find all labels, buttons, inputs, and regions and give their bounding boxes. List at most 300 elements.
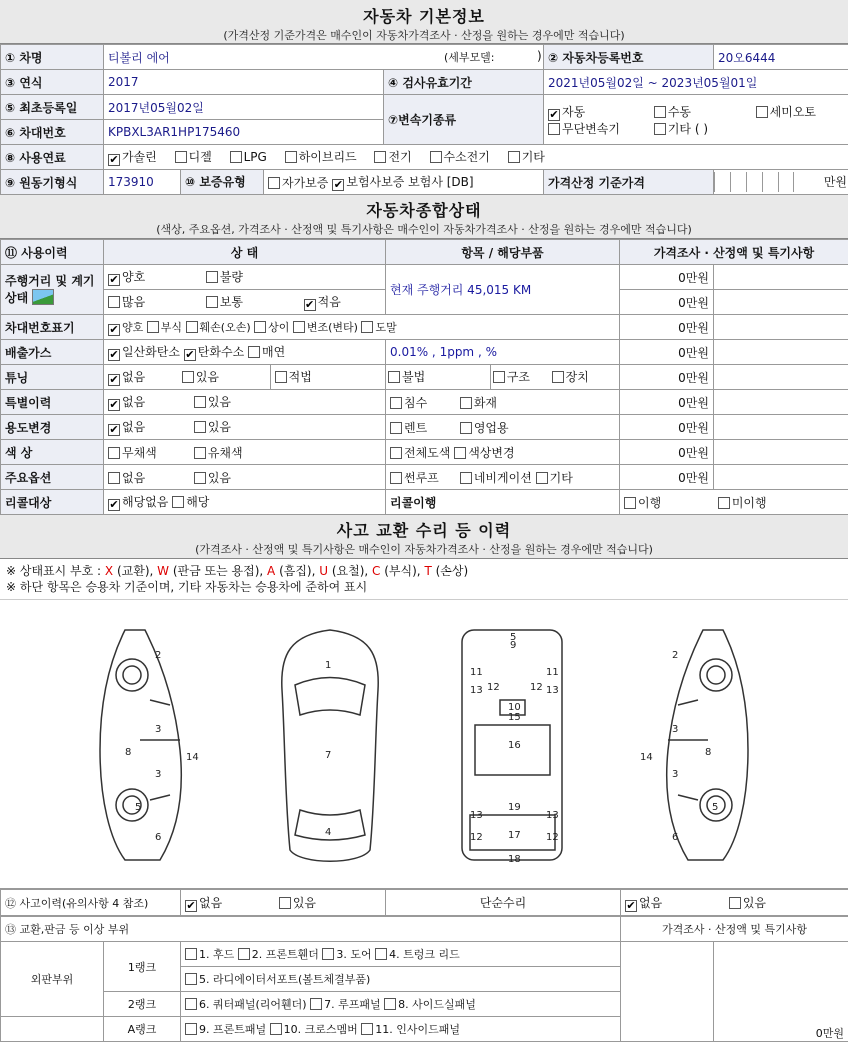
year: 2017	[104, 70, 384, 95]
tuning-options-2	[386, 365, 620, 390]
color-change-checkbox[interactable]	[454, 447, 466, 459]
diagram-part-number: 13	[470, 810, 483, 821]
rank2-label: 2랭크	[104, 992, 181, 1017]
warranty-label: ⑩ 보증유형	[180, 170, 264, 194]
accident-subtitle: (가격조사 · 산정액 및 특기사항은 매수인이 자동차가격조사 · 산정을 원하는 경우에만 적습니다)	[0, 541, 848, 557]
recall-none-label: 해당없음	[122, 495, 168, 509]
inspect-label: ④ 검사유효기간	[384, 70, 544, 95]
diagram-part-number: 7	[325, 750, 331, 761]
accident-header	[0, 515, 848, 559]
diagram-part-number: 16	[508, 740, 521, 751]
inspect-period: 2021년05월02일 ~ 2023년05월01일	[544, 70, 848, 95]
plate-damage-label: 훼손(오손)	[200, 321, 251, 334]
plate-mismatch-label: 상이	[268, 321, 289, 334]
plate-good-checkbox[interactable]: ✔	[108, 324, 120, 336]
option-sunroof-checkbox[interactable]	[390, 472, 402, 484]
tuning-note[interactable]	[714, 365, 848, 390]
mileage-state-cell	[104, 265, 386, 290]
year-label: ③ 연식	[1, 70, 104, 95]
mileage-text: 현재 주행거리 45,015 KM	[386, 265, 620, 315]
option-sunroof-label: 썬루프	[404, 471, 439, 485]
part-radiator-checkbox[interactable]	[185, 973, 197, 985]
car-name-cell	[104, 45, 544, 70]
legend-desc: (판금 또는 용접),	[169, 564, 267, 578]
part-quarter-label: 6. 쿼터패널(리어휀더)	[199, 998, 307, 1011]
usage-business-checkbox[interactable]	[460, 422, 472, 434]
usage-label: 용도변경	[1, 415, 104, 440]
color-achromatic-label: 무채색	[122, 446, 157, 460]
price-digit-box[interactable]	[730, 172, 746, 192]
plate-options	[104, 315, 620, 340]
diagram-part-number: 2	[672, 650, 678, 661]
price-digit-box[interactable]	[714, 172, 730, 192]
special-none-label: 없음	[122, 395, 145, 409]
tuning-structure-label: 구조	[507, 370, 530, 384]
part-frontpanel-checkbox[interactable]	[185, 1023, 197, 1035]
mileage-bad-checkbox[interactable]	[206, 271, 218, 283]
part-radiator-label: 5. 라디에이터서포트(볼트체결부품)	[199, 973, 370, 986]
part-quarter-checkbox[interactable]	[185, 998, 197, 1010]
part-hood-checkbox[interactable]	[185, 948, 197, 960]
diagram-part-number: 19	[508, 802, 521, 813]
diagram-part-number: 9	[510, 640, 516, 651]
option-yes-label: 있음	[208, 471, 231, 485]
engine-warranty-cell	[104, 170, 544, 195]
option-yes-checkbox[interactable]	[194, 472, 206, 484]
diagram-part-number: 3	[155, 724, 161, 735]
mileage-label-text: 주행거리 및 계기상태	[5, 274, 95, 305]
recall-label: 리콜대상	[1, 490, 104, 515]
emission-smoke-checkbox[interactable]	[248, 346, 260, 358]
emission-co-checkbox[interactable]: ✔	[108, 349, 120, 361]
sub-model-close: )	[537, 49, 542, 63]
recall-status-options	[620, 490, 848, 515]
color-price: 0만원	[620, 440, 714, 465]
diagram-part-number: 5	[510, 632, 516, 643]
legend-codes	[6, 563, 842, 579]
emission-note[interactable]	[714, 340, 848, 365]
color-achromatic-checkbox[interactable]	[108, 447, 120, 459]
legend-code-X: X	[105, 564, 113, 578]
plate-altered-label: 변조(변타)	[307, 321, 358, 334]
accident-none-label: 없음	[199, 896, 222, 910]
reg-no-label: ② 자동차등록번호	[544, 45, 714, 70]
diagram-part-number: 12	[487, 682, 500, 693]
color-chromatic-checkbox[interactable]	[194, 447, 206, 459]
rank1-label: 1랭크	[104, 942, 181, 992]
plate-rust-checkbox[interactable]	[147, 321, 159, 333]
legend-code-A: A	[267, 564, 275, 578]
tuning-yes-label: 있음	[196, 370, 219, 384]
emission-label: 배출가스	[1, 340, 104, 365]
usage-price: 0만원	[620, 415, 714, 440]
rankA-label: A랭크	[104, 1017, 181, 1042]
diagram-part-number: 14	[186, 752, 199, 763]
part-door-checkbox[interactable]	[322, 948, 334, 960]
color-options	[104, 440, 386, 465]
status-header	[0, 195, 848, 239]
diagram-part-number: 2	[155, 650, 161, 661]
diagram-part-number: 4	[325, 827, 331, 838]
trans-options	[544, 95, 848, 145]
special-options	[104, 390, 386, 415]
usage-options	[104, 415, 386, 440]
diagram-part-number: 5	[135, 802, 141, 813]
mileage-amount-cell	[104, 290, 386, 315]
legend-code-C: C	[372, 564, 380, 578]
recall-options	[104, 490, 386, 515]
special-flood-label: 침수	[404, 396, 427, 410]
trans-semi-label: 세미오토	[770, 105, 816, 119]
price-digit-box[interactable]	[778, 172, 794, 192]
col-state: 상 태	[104, 240, 386, 265]
rank1-options	[181, 942, 621, 967]
option-navi-checkbox[interactable]	[460, 472, 472, 484]
plate-altered-checkbox[interactable]	[293, 321, 305, 333]
usage-business-label: 영업용	[474, 421, 509, 435]
basic-info-title: 자동차 기본정보	[0, 4, 848, 27]
mileage-low-label: 적음	[318, 295, 341, 309]
part-fender-checkbox[interactable]	[238, 948, 250, 960]
part-hood-label: 1. 후드	[199, 948, 234, 961]
price-basis-cell	[714, 170, 848, 195]
warranty-insurance-label: 보험사보증 보험사 [DB]	[346, 175, 473, 189]
fuel-lpg-label: LPG	[244, 150, 267, 164]
diagram-part-number: 3	[155, 769, 161, 780]
tuning-legal-label: 적법	[289, 370, 312, 384]
simple-yes-label: 있음	[743, 896, 766, 910]
col-price-notes: 가격조사 · 산정액 및 특기사항	[620, 240, 848, 265]
diagram-part-number: 1	[325, 660, 331, 671]
fuel-gasoline-label: 가솔린	[122, 150, 157, 164]
price-basis-label: 가격산정 기준가격	[544, 170, 714, 195]
option-other-checkbox[interactable]	[536, 472, 548, 484]
fuel-gasoline-checkbox[interactable]: ✔	[108, 154, 120, 166]
diagram-part-number: 12	[470, 832, 483, 843]
option-navi-label: 네비게이션	[474, 471, 532, 485]
mileage-low-checkbox[interactable]: ✔	[304, 299, 316, 311]
recall-done-label: 이행	[638, 496, 661, 510]
simple-yes-checkbox[interactable]	[729, 897, 741, 909]
accident-none-checkbox[interactable]: ✔	[185, 900, 197, 912]
diagram-part-number: 10	[508, 702, 521, 713]
fuel-diesel-label: 디젤	[189, 150, 212, 164]
plate-price: 0만원	[620, 315, 714, 340]
parts-label: ⑬ 교환,판금 등 이상 부위	[1, 917, 621, 942]
gauge-image-icon	[32, 289, 54, 305]
diagram-part-number: 6	[155, 832, 161, 843]
fuel-hydrogen-checkbox[interactable]	[430, 151, 442, 163]
warranty-self-checkbox[interactable]	[268, 177, 280, 189]
recall-notdone-label: 미이행	[732, 496, 767, 510]
car-name: 티볼리 에어	[108, 51, 170, 65]
mileage-good-label: 양호	[122, 270, 145, 284]
status-subtitle: (색상, 주요옵션, 가격조사 · 산정액 및 특기사항은 매수인이 자동차가격조사 · 산정을 원하는 경우에만 적습니다)	[0, 221, 848, 237]
usage-none-label: 없음	[122, 420, 145, 434]
mileage-high-checkbox[interactable]	[108, 296, 120, 308]
parts-price-head: 가격조사 · 산정액 및 특기사항	[621, 917, 848, 942]
first-reg-label: ⑤ 최초등록일	[1, 95, 104, 120]
color-change-label: 색상변경	[468, 446, 514, 460]
simple-repair-options	[621, 890, 848, 916]
usage-none-checkbox[interactable]: ✔	[108, 424, 120, 436]
tuning-options	[104, 365, 386, 390]
option-none-checkbox[interactable]	[108, 472, 120, 484]
color-note[interactable]	[714, 440, 848, 465]
mileage-price: 0만원	[620, 265, 714, 290]
fuel-other-label: 기타	[522, 150, 545, 164]
accident-yes-checkbox[interactable]	[279, 897, 291, 909]
tuning-device-label: 장치	[566, 370, 589, 384]
trans-auto-label: 자동	[562, 105, 585, 119]
legend-code-T: T	[424, 564, 431, 578]
special-types	[386, 390, 620, 415]
emission-hc-label: 탄화수소	[198, 345, 244, 359]
accident-title: 사고 교환 수리 등 이력	[0, 518, 848, 541]
color-label: 색 상	[1, 440, 104, 465]
mileage-good-checkbox[interactable]: ✔	[108, 274, 120, 286]
mileage-high-label: 많음	[122, 295, 145, 309]
tuning-label: 튜닝	[1, 365, 104, 390]
diagram-part-number: 11	[546, 667, 559, 678]
recall-yes-label: 해당	[186, 495, 209, 509]
engine-label: ⑨ 원동기형식	[1, 170, 104, 195]
diagram-part-number: 13	[546, 685, 559, 696]
legend-code-U: U	[319, 564, 328, 578]
special-note[interactable]	[714, 390, 848, 415]
part-sidesill-label: 8. 사이드실패널	[398, 998, 476, 1011]
fuel-diesel-checkbox[interactable]	[175, 151, 187, 163]
rank2-options	[181, 992, 621, 1017]
part-insidepanel-label: 11. 인사이드패널	[375, 1023, 460, 1036]
usage-yes-checkbox[interactable]	[194, 421, 206, 433]
part-frontpanel-label: 9. 프론트패널	[199, 1023, 266, 1036]
diagram-part-number: 3	[672, 724, 678, 735]
trans-auto-checkbox[interactable]: ✔	[548, 109, 560, 121]
vin-label: ⑥ 차대번호	[1, 120, 104, 145]
trans-semi-checkbox[interactable]	[756, 106, 768, 118]
fuel-other-checkbox[interactable]	[508, 151, 520, 163]
emission-text: 0.01% , 1ppm , %	[386, 340, 620, 365]
accident-table	[0, 889, 848, 916]
mileage-price-2: 0만원	[620, 290, 714, 315]
tuning-illegal-checkbox[interactable]	[388, 371, 400, 383]
mileage-normal-checkbox[interactable]	[206, 296, 218, 308]
plate-note[interactable]	[714, 315, 848, 340]
plate-good-label: 양호	[122, 321, 143, 334]
diagram-part-number: 6	[672, 832, 678, 843]
fuel-electric-checkbox[interactable]	[374, 151, 386, 163]
status-table	[0, 239, 848, 515]
special-price: 0만원	[620, 390, 714, 415]
tuning-price: 0만원	[620, 365, 714, 390]
special-fire-label: 화재	[474, 396, 497, 410]
warranty-insurance-checkbox[interactable]: ✔	[332, 179, 344, 191]
legend-desc: (부식),	[380, 564, 424, 578]
accident-options	[181, 890, 386, 916]
car-diagram	[0, 599, 848, 889]
emission-co-label: 일산화탄소	[122, 345, 180, 359]
col-usage-history: ⑪ 사용이력	[1, 240, 104, 265]
tuning-device-checkbox[interactable]	[552, 371, 564, 383]
option-label: 주요옵션	[1, 465, 104, 490]
simple-none-checkbox[interactable]: ✔	[625, 900, 637, 912]
color-changes	[386, 440, 620, 465]
mileage-note-2[interactable]	[714, 290, 848, 315]
legend-prefix: ※ 상태표시 부호 :	[6, 564, 105, 578]
special-yes-checkbox[interactable]	[194, 396, 206, 408]
option-price: 0만원	[620, 465, 714, 490]
option-options	[104, 465, 386, 490]
diagram-part-number: 8	[125, 747, 131, 758]
diagram-part-number: 14	[640, 752, 653, 763]
legend-desc: (교환),	[113, 564, 157, 578]
recall-yes-checkbox[interactable]	[172, 496, 184, 508]
recall-notdone-checkbox[interactable]	[718, 497, 730, 509]
color-repaint-checkbox[interactable]	[390, 447, 402, 459]
diagram-part-number: 18	[508, 854, 521, 865]
option-note[interactable]	[714, 465, 848, 490]
fuel-electric-label: 전기	[388, 150, 411, 164]
usage-note[interactable]	[714, 415, 848, 440]
rank1-options-2	[181, 967, 621, 992]
trans-label: ⑦변속기종류	[384, 95, 544, 145]
diagram-part-number: 15	[508, 712, 521, 723]
usage-rent-checkbox[interactable]	[390, 422, 402, 434]
plate-smeared-label: 도말	[375, 321, 396, 334]
plate-label: 차대번호표기	[1, 315, 104, 340]
rankA-options	[181, 1017, 621, 1042]
recall-status-label: 리콜이행	[386, 490, 620, 515]
trans-manual-checkbox[interactable]	[654, 106, 666, 118]
mileage-normal-label: 보통	[220, 295, 243, 309]
tuning-yes-checkbox[interactable]	[182, 371, 194, 383]
special-flood-checkbox[interactable]	[390, 397, 402, 409]
emission-options	[104, 340, 386, 365]
plate-damage-checkbox[interactable]	[186, 321, 198, 333]
special-none-checkbox[interactable]: ✔	[108, 399, 120, 411]
tuning-illegal-label: 불법	[402, 370, 425, 384]
accident-yes-label: 있음	[293, 896, 316, 910]
recall-done-checkbox[interactable]	[624, 497, 636, 509]
basic-info-table	[0, 44, 848, 195]
trans-other-checkbox[interactable]	[654, 123, 666, 135]
status-title: 자동차종합상태	[0, 198, 848, 221]
basic-info-subtitle: (가격산정 기준가격은 매수인이 자동차가격조사 · 산정을 원하는 경우에만 적습니다)	[0, 27, 848, 43]
legend	[0, 559, 848, 599]
tuning-legal-checkbox[interactable]	[275, 371, 287, 383]
tuning-none-checkbox[interactable]: ✔	[108, 374, 120, 386]
part-trunk-label: 4. 트렁크 리드	[389, 948, 460, 961]
accident-label: ⑫ 사고이력(유의사항 4 참조)	[1, 890, 181, 916]
diagram-part-number: 5	[712, 802, 718, 813]
price-digit-box[interactable]	[746, 172, 762, 192]
recall-none-checkbox[interactable]: ✔	[108, 499, 120, 511]
emission-price: 0만원	[620, 340, 714, 365]
fuel-lpg-checkbox[interactable]	[230, 151, 242, 163]
diagram-part-number: 13	[546, 810, 559, 821]
legend-desc: (요철),	[328, 564, 372, 578]
legend-note: ※ 하단 항목은 승용차 기준이며, 기타 자동차는 승용차에 준하여 표시	[6, 579, 842, 595]
tuning-none-label: 없음	[122, 370, 145, 384]
col-parts: 항목 / 해당부품	[386, 240, 620, 265]
vin: KPBXL3AR1HP175460	[104, 120, 384, 145]
parts-price-cell	[621, 942, 714, 1042]
frame-cell	[1, 1017, 104, 1042]
part-crossmember-label: 10. 크로스멤버	[284, 1023, 358, 1036]
diagram-part-number: 13	[470, 685, 483, 696]
diagram-part-number: 3	[672, 769, 678, 780]
option-other-label: 기타	[550, 471, 573, 485]
legend-desc: (흠집),	[275, 564, 319, 578]
color-repaint-label: 전체도색	[404, 446, 450, 460]
part-door-label: 3. 도어	[336, 948, 371, 961]
plate-rust-label: 부식	[161, 321, 182, 334]
special-yes-label: 있음	[208, 395, 231, 409]
legend-code-list	[105, 564, 468, 578]
parts-price: 0만원	[714, 942, 848, 1042]
trans-cvt-checkbox[interactable]	[548, 123, 560, 135]
engine-type: 173910	[104, 175, 180, 189]
plate-smeared-checkbox[interactable]	[361, 321, 373, 333]
plate-mismatch-checkbox[interactable]	[254, 321, 266, 333]
diagram-part-number: 12	[530, 682, 543, 693]
color-chromatic-label: 유채색	[208, 446, 243, 460]
usage-types	[386, 415, 620, 440]
diagram-part-number: 11	[470, 667, 483, 678]
outer-panel-label: 외판부위	[1, 942, 104, 1017]
trans-manual-label: 수동	[668, 105, 691, 119]
diagram-part-number: 8	[705, 747, 711, 758]
mileage-label	[1, 265, 104, 315]
parts-table	[0, 916, 848, 1042]
emission-hc-checkbox[interactable]: ✔	[184, 349, 196, 361]
car-diagram-svg	[0, 600, 848, 890]
tuning-structure-checkbox[interactable]	[493, 371, 505, 383]
diagram-part-number: 12	[546, 832, 559, 843]
fuel-options	[104, 145, 848, 170]
trans-other-label: 기타 ( )	[668, 122, 708, 136]
option-none-label: 없음	[122, 471, 145, 485]
fuel-hybrid-checkbox[interactable]	[285, 151, 297, 163]
mileage-note[interactable]	[714, 265, 848, 290]
part-roof-checkbox[interactable]	[310, 998, 322, 1010]
fuel-hydrogen-label: 수소전기	[444, 150, 490, 164]
trans-cvt-label: 무단변속기	[562, 122, 620, 136]
usage-yes-label: 있음	[208, 420, 231, 434]
diagram-part-number: 17	[508, 830, 521, 841]
fuel-label: ⑧ 사용연료	[1, 145, 104, 170]
part-sidesill-checkbox[interactable]	[384, 998, 396, 1010]
price-unit: 만원	[798, 175, 848, 189]
simple-none-label: 없음	[639, 896, 662, 910]
part-insidepanel-checkbox[interactable]	[361, 1023, 373, 1035]
first-reg: 2017년05월02일	[104, 95, 384, 120]
emission-smoke-label: 매연	[262, 345, 285, 359]
simple-repair-label: 단순수리	[386, 890, 621, 916]
part-trunk-checkbox[interactable]	[375, 948, 387, 960]
fuel-hybrid-label: 하이브리드	[299, 150, 357, 164]
mileage-bad-label: 불량	[220, 270, 243, 284]
usage-rent-label: 렌트	[404, 421, 427, 435]
option-types	[386, 465, 620, 490]
part-crossmember-checkbox[interactable]	[270, 1023, 282, 1035]
price-digit-box[interactable]	[762, 172, 778, 192]
car-name-label: ① 차명	[1, 45, 104, 70]
special-fire-checkbox[interactable]	[460, 397, 472, 409]
legend-code-W: W	[157, 564, 169, 578]
warranty-self-label: 자가보증	[282, 176, 328, 190]
